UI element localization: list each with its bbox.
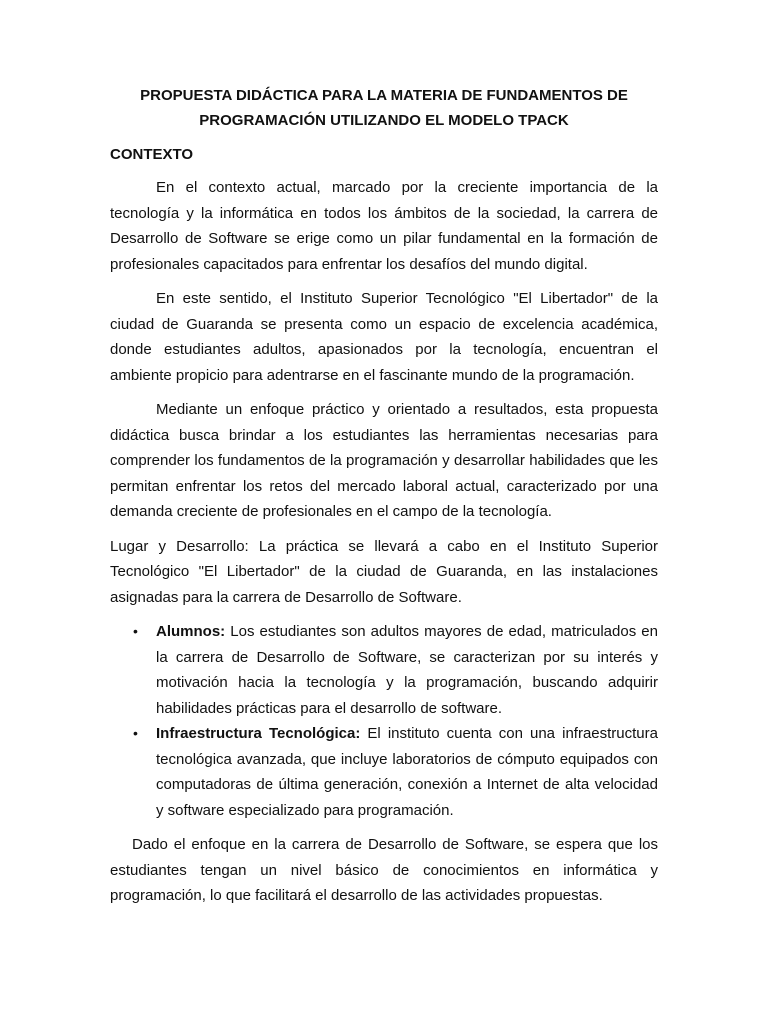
closing-paragraph: Dado el enfoque en la carrera de Desarrollo de Software, se espera que los estudiantes tengan un nivel básico de conocimientos en informática y programación, lo que facilitará el desarrollo de las actividades propuestas. [110, 836, 658, 904]
bullet-label: Alumnos: [156, 623, 226, 640]
bullet-marker: • [133, 725, 138, 741]
bullet-label: Infraestructura Tecnológica: [156, 725, 361, 742]
title-line-2: PROGRAMACIÓN UTILIZANDO EL MODELO TPACK [199, 112, 569, 129]
bullet-item-alumnos [133, 619, 658, 721]
section-heading-contexto: CONTEXTO [110, 146, 194, 163]
paragraph-3: Mediante un enfoque práctico y orientado a resultados, esta propuesta didáctica busca brindar a los estudiantes las herramientas necesarias para comprender los fundamentos de la programación y desarrollar habilidades que les permitan enfrentar los retos del mercado laboral actual, caracterizado por una demanda creciente de profesionales en el campo de la tecnología. [110, 401, 658, 520]
paragraph-2: En este sentido, el Instituto Superior Tecnológico "El Libertador" de la ciudad de Guaranda se presenta como un espacio de excelencia académica, donde estudiantes adultos, apasionados por la tecnología, encuentran el ambiente propicio para adentrarse en el fascinante mundo de la programación. [110, 290, 658, 384]
title-line-1: PROPUESTA DIDÁCTICA PARA LA MATERIA DE FUNDAMENTOS DE [140, 87, 628, 104]
bullet-list [110, 619, 658, 823]
paragraph-lugar-desarrollo: Lugar y Desarrollo: La práctica se llevará a cabo en el Instituto Superior Tecnológico "El Libertador" de la ciudad de Guaranda, en las instalaciones asignadas para la carrera de Desarrollo de Software. [110, 537, 658, 606]
bullet-text: Los estudiantes son adultos mayores de edad, matriculados en la carrera de Desarrollo de Software, se caracterizan por su interés y motivación hacia la tecnología y la programación, buscando adquirir habilidades prácticas para el desarrollo de software. [156, 623, 658, 717]
bullet-item-infraestructura [133, 721, 658, 823]
bullet-text: El instituto cuenta con una infraestructura tecnológica avanzada, que incluye laboratorios de cómputo equipados con computadoras de última generación, conexión a Internet de alta velocidad y software especializado para programación. [156, 725, 658, 819]
bullet-marker: • [133, 623, 138, 639]
paragraph-1: En el contexto actual, marcado por la creciente importancia de la tecnología y la informática en todos los ámbitos de la sociedad, la carrera de Desarrollo de Software se erige como un pilar fundamental en la formación de profesionales capacitados para enfrentar los desafíos del mundo digital. [110, 179, 658, 273]
document-title [110, 83, 658, 133]
